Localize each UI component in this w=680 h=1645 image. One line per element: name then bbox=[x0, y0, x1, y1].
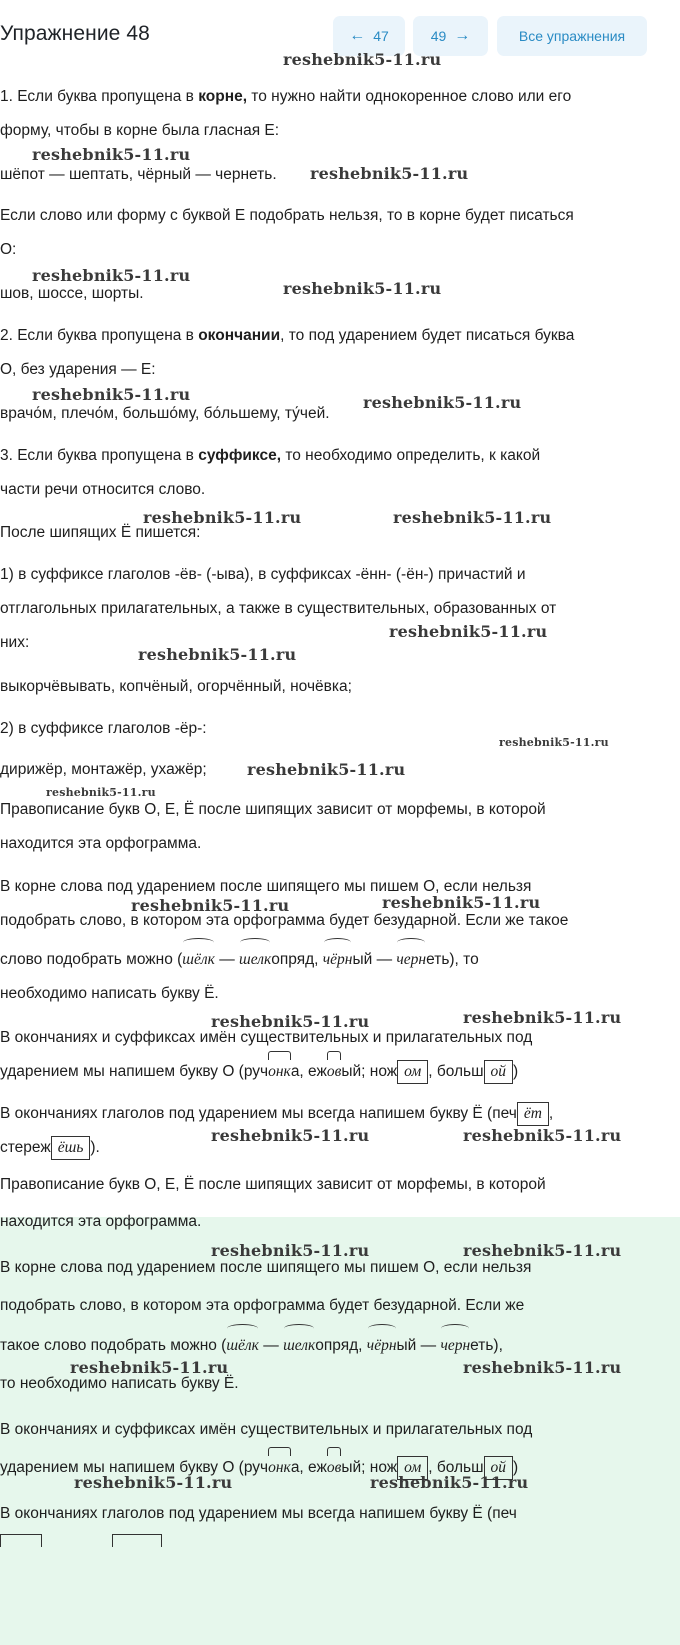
rule-3-line-3: После шипящих Ё пишется: bbox=[0, 524, 201, 541]
rule-3-1-example: выкорчёвывать, копчёный, огорчённый, ночёвка; bbox=[0, 678, 352, 695]
ending-box: ёт bbox=[517, 1102, 549, 1126]
answer-d-line-2: стереж ёшь ). bbox=[0, 1130, 678, 1166]
rule-2-example: врачо́м, плечо́м, большо́му, бо́льшему, ту́чей. bbox=[0, 405, 330, 422]
all-exercises-label: Все упражнения bbox=[518, 28, 626, 44]
prev-exercise-label: 47 bbox=[373, 28, 389, 44]
watermark: reshebnik5-11.ru bbox=[382, 893, 541, 912]
watermark: reshebnik5-11.ru bbox=[211, 1126, 370, 1145]
root-mark: черн bbox=[440, 1328, 470, 1364]
watermark: reshebnik5-11.ru bbox=[131, 896, 290, 915]
watermark: reshebnik5-11.ru bbox=[211, 1241, 370, 1260]
green-a-line-1: Правописание букв О, Е, Ё после шипящих зависит от морфемы, в которой bbox=[0, 1176, 546, 1193]
root-mark: шёлк bbox=[182, 942, 215, 978]
green-b-line-3: такое слово подобрать можно (шёлк — шелкопряд, чёрный — чернеть), bbox=[0, 1328, 678, 1364]
ending-box: ом bbox=[397, 1456, 428, 1480]
rule-3-2-example: дирижёр, монтажёр, ухажёр; bbox=[0, 761, 207, 778]
rule-3-1-line-2: отглагольных прилагательных, а также в существительных, образованных от bbox=[0, 600, 557, 617]
page-title: Упражнение 48 bbox=[0, 22, 150, 45]
all-exercises-button[interactable] bbox=[497, 16, 647, 56]
green-c-line-2: ударением мы напишем букву О (ручонка, ежовый; нож ом , больш ой ) bbox=[0, 1450, 678, 1486]
green-b-line-2: подобрать слово, в котором эта орфограмма будет безударной. Если же bbox=[0, 1297, 525, 1314]
watermark: reshebnik5-11.ru bbox=[46, 786, 156, 799]
answer-b-line-4: необходимо написать букву Ё. bbox=[0, 985, 219, 1002]
suffix-mark: ов bbox=[327, 1450, 341, 1486]
root-mark: чёрн bbox=[323, 942, 353, 978]
rule-1-example: шёпот — шептать, чёрный — чернеть. bbox=[0, 166, 277, 183]
watermark: reshebnik5-11.ru bbox=[389, 622, 548, 641]
watermark: reshebnik5-11.ru bbox=[370, 1473, 529, 1492]
watermark: reshebnik5-11.ru bbox=[138, 645, 297, 664]
green-d-line-1: В окончаниях глаголов под ударением мы всегда напишем букву Ё (печ bbox=[0, 1505, 517, 1522]
watermark: reshebnik5-11.ru bbox=[463, 1008, 622, 1027]
watermark: reshebnik5-11.ru bbox=[463, 1126, 622, 1145]
answer-a-line-2: находится эта орфограмма. bbox=[0, 835, 202, 852]
ending-box: ом bbox=[397, 1060, 428, 1084]
watermark: reshebnik5-11.ru bbox=[363, 393, 522, 412]
watermark: reshebnik5-11.ru bbox=[463, 1358, 622, 1377]
root-mark: чёрн bbox=[367, 1328, 397, 1364]
watermark: reshebnik5-11.ru bbox=[247, 760, 406, 779]
watermark: reshebnik5-11.ru bbox=[283, 279, 442, 298]
answer-a-line-1: Правописание букв О, Е, Ё после шипящих зависит от морфемы, в которой bbox=[0, 801, 546, 818]
answer-d-line-1: В окончаниях глаголов под ударением мы всегда напишем букву Ё (печ ёт , bbox=[0, 1096, 678, 1132]
arrow-right-icon: → bbox=[454, 27, 471, 44]
root-mark: шелк bbox=[239, 942, 271, 978]
ending-box: ой bbox=[484, 1060, 514, 1084]
arrow-left-icon: ← bbox=[349, 27, 366, 44]
rule-3-2-line-1: 2) в суффиксе глаголов -ёр-: bbox=[0, 720, 207, 737]
root-mark: шёлк bbox=[226, 1328, 259, 1364]
rule-1-line-4: О: bbox=[0, 241, 17, 258]
ending-box: ёшь bbox=[51, 1136, 91, 1160]
watermark: reshebnik5-11.ru bbox=[143, 508, 302, 527]
watermark: reshebnik5-11.ru bbox=[70, 1358, 229, 1377]
root-mark: шелк bbox=[283, 1328, 315, 1364]
answer-c-line-1: В окончаниях и суффиксах имён существительных и прилагательных под bbox=[0, 1029, 533, 1046]
ending-box: ой bbox=[484, 1456, 514, 1480]
rule-2-line-1: 2. Если буква пропущена в окончании, то под ударением будет писаться буква bbox=[0, 327, 575, 344]
next-exercise-label: 49 bbox=[430, 28, 447, 44]
ending-box-partial bbox=[112, 1534, 162, 1547]
rule-3-line-1: 3. Если буква пропущена в суффиксе, то необходимо определить, к какой bbox=[0, 447, 541, 464]
watermark: reshebnik5-11.ru bbox=[32, 385, 191, 404]
watermark: reshebnik5-11.ru bbox=[499, 736, 609, 749]
answer-b-line-1: В корне слова под ударением после шипящего мы пишем О, если нельзя bbox=[0, 878, 532, 895]
root-mark: черн bbox=[396, 942, 426, 978]
watermark: reshebnik5-11.ru bbox=[211, 1012, 370, 1031]
green-a-line-2: находится эта орфограмма. bbox=[0, 1213, 202, 1230]
answer-c-line-2: ударением мы напишем букву О (ручонка, ежовый; нож ом , больш ой ) bbox=[0, 1054, 678, 1090]
watermark: reshebnik5-11.ru bbox=[32, 266, 191, 285]
green-b-line-4: то необходимо написать букву Ё. bbox=[0, 1375, 239, 1392]
rule-2-line-2: О, без ударения — Е: bbox=[0, 361, 156, 378]
watermark: reshebnik5-11.ru bbox=[463, 1241, 622, 1260]
watermark: reshebnik5-11.ru bbox=[32, 145, 191, 164]
rule-1-line-2: форму, чтобы в корне была гласная Е: bbox=[0, 122, 280, 139]
suffix-mark: онк bbox=[268, 1054, 291, 1090]
watermark: reshebnik5-11.ru bbox=[283, 50, 442, 69]
ending-box-partial bbox=[0, 1534, 42, 1547]
rule-1-example-2: шов, шоссе, шорты. bbox=[0, 285, 144, 302]
suffix-mark: онк bbox=[268, 1450, 291, 1486]
green-b-line-1: В корне слова под ударением после шипящего мы пишем О, если нельзя bbox=[0, 1259, 532, 1276]
rule-3-1-line-3: них: bbox=[0, 634, 30, 651]
rule-1-line-3: Если слово или форму с буквой Е подобрать нельзя, то в корне будет писаться bbox=[0, 207, 574, 224]
answer-b-line-2: подобрать слово, в котором эта орфограмма будет безударной. Если же такое bbox=[0, 912, 569, 929]
green-c-line-1: В окончаниях и суффиксах имён существительных и прилагательных под bbox=[0, 1421, 533, 1438]
watermark: reshebnik5-11.ru bbox=[310, 164, 469, 183]
rule-3-1-line-1: 1) в суффиксе глаголов -ёв- (-ыва), в суффиксах -ённ- (-ён-) причастий и bbox=[0, 566, 526, 583]
rule-1-line-1: 1. Если буква пропущена в корне, то нужно найти однокоренное слово или его bbox=[0, 88, 572, 105]
suffix-mark: ов bbox=[327, 1054, 341, 1090]
answer-b-line-3: слово подобрать можно (шёлк — шелкопряд, чёрный — чернеть), то bbox=[0, 942, 678, 978]
rule-3-line-2: части речи относится слово. bbox=[0, 481, 206, 498]
watermark: reshebnik5-11.ru bbox=[74, 1473, 233, 1492]
watermark: reshebnik5-11.ru bbox=[393, 508, 552, 527]
